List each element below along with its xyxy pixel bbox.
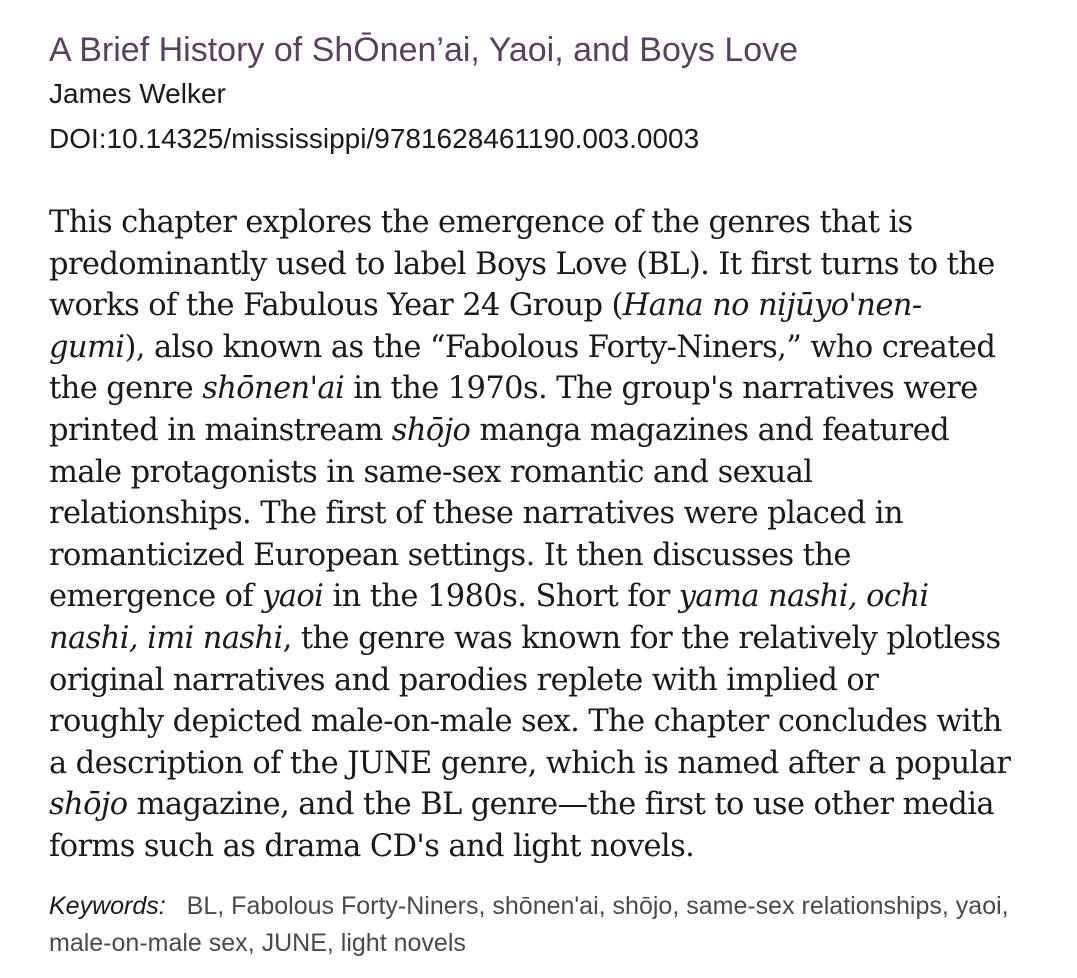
abstract-text: a description of the JUNE genre, which is named after a popular xyxy=(49,745,1011,781)
abstract-italic-term: gumi xyxy=(49,329,125,365)
abstract-line xyxy=(49,660,1039,702)
abstract-italic-term: yama nashi, ochi xyxy=(678,579,929,615)
abstract-italic-term: nashi, imi nashi xyxy=(49,620,283,656)
abstract-italic-term: yaoi xyxy=(262,579,324,615)
abstract-text: the genre xyxy=(49,371,203,407)
abstract-line xyxy=(49,368,1039,410)
abstract-line xyxy=(49,618,1039,660)
abstract-text: magazine, and the BL genre—the first to use other media xyxy=(127,787,994,823)
keyword[interactable]: Fabolous Forty-Niners xyxy=(231,891,479,920)
chapter-title: A Brief History of ShŌnen’ai, Yaoi, and Boys Love xyxy=(49,31,799,69)
abstract-text: roughly depicted male-on-male sex. The chapter concludes with xyxy=(49,704,1002,740)
abstract-line xyxy=(49,535,1039,577)
keywords-section: Keywords: BL, Fabolous Forty-Niners, shōnen'ai, shōjo, same-sex relationships, yaoi, male-on-male sex, JUNE, light novels xyxy=(49,891,1009,957)
keyword[interactable]: yaoi xyxy=(955,891,1002,920)
abstract-line xyxy=(49,743,1039,785)
abstract xyxy=(49,202,1039,868)
keyword[interactable]: BL xyxy=(186,891,218,920)
author-name: James Welker xyxy=(49,78,226,109)
abstract-text: romanticized European settings. It then discusses the xyxy=(49,537,851,573)
keyword[interactable]: shōnen'ai xyxy=(492,891,599,920)
abstract-italic-term: shōjo xyxy=(49,787,128,823)
abstract-line xyxy=(49,285,1039,327)
abstract-line xyxy=(49,493,1039,535)
abstract-text: manga magazines and featured xyxy=(470,412,949,448)
keyword[interactable]: male-on-male sex xyxy=(49,928,248,957)
abstract-text: This chapter explores the emergence of the genres that is xyxy=(49,205,913,240)
keyword[interactable]: JUNE xyxy=(261,928,327,957)
abstract-text: emergence of xyxy=(49,579,263,615)
abstract-text: male protagonists in same-sex romantic and sexual xyxy=(49,454,813,490)
abstract-line xyxy=(49,244,1039,286)
chapter-page xyxy=(49,26,1039,962)
keyword[interactable]: same-sex relationships xyxy=(686,891,942,920)
abstract-text: predominantly used to label Boys Love (BL). It first turns to the xyxy=(49,246,995,282)
abstract-line xyxy=(49,452,1039,494)
abstract-line xyxy=(49,410,1039,452)
abstract-text: , the genre was known for the relatively plotless xyxy=(282,620,1001,656)
abstract-text: printed in mainstream xyxy=(49,412,392,448)
abstract-text: ), also known as the “Fabolous Forty-Niners,” who created xyxy=(124,329,996,365)
keywords-label: Keywords: xyxy=(49,891,166,920)
keyword[interactable]: shōjo xyxy=(612,891,673,920)
abstract-text: relationships. The first of these narratives were placed in xyxy=(49,496,903,532)
abstract-text: in the 1980s. Short for xyxy=(323,579,679,615)
abstract-text: original narratives and parodies replete with implied or xyxy=(49,662,879,698)
abstract-italic-term: shōnen'ai xyxy=(202,371,345,407)
abstract-line xyxy=(49,576,1039,618)
abstract-text: works of the Fabulous Year 24 Group ( xyxy=(49,288,623,324)
abstract-text: forms such as drama CD's and light novels. xyxy=(49,828,695,864)
keyword[interactable]: light novels xyxy=(340,928,466,957)
abstract-text: in the 1970s. The group's narratives were xyxy=(344,371,978,407)
abstract-line xyxy=(49,327,1039,369)
abstract-italic-term: shōjo xyxy=(391,412,471,448)
abstract-line xyxy=(49,701,1039,743)
doi: DOI:10.14325/mississippi/9781628461190.003.0003 xyxy=(49,123,700,154)
abstract-italic-term: Hana no nijūyo'nen- xyxy=(622,288,922,324)
abstract-line xyxy=(49,826,1039,868)
abstract-line xyxy=(49,784,1039,826)
abstract-line xyxy=(49,202,1039,244)
